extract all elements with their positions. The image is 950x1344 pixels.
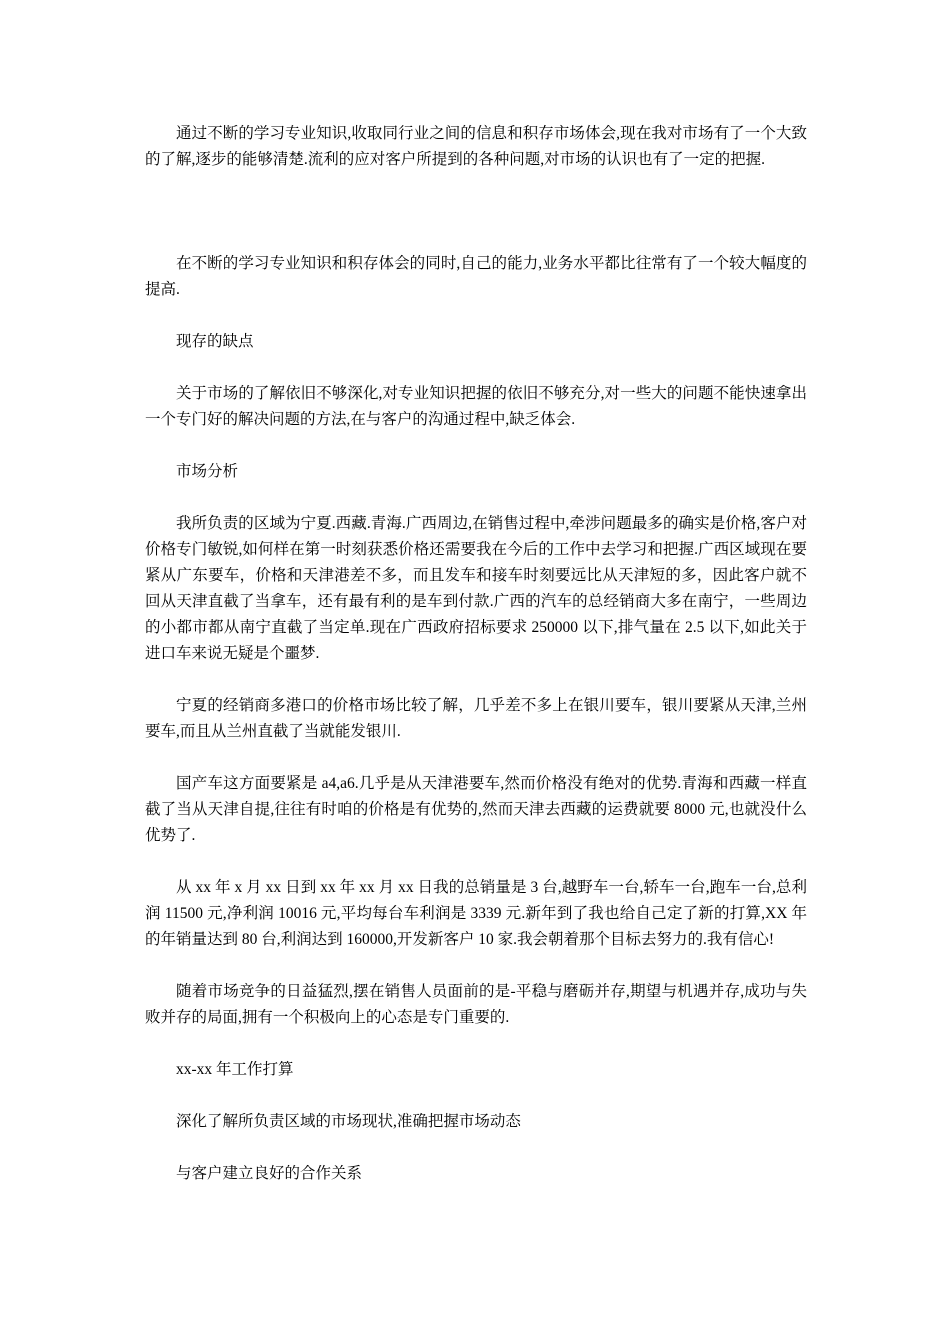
- paragraph-competition: 随着市场竞争的日益猛烈,摆在销售人员面前的是-平稳与磨砺并存,期望与机遇并存,成功与失败并存的局面,拥有一个积极向上的心态是专门重要的.: [145, 983, 807, 1026]
- paragraph-guangxi-region: 我所负责的区域为宁夏.西藏.青海.广西周边,在销售过程中,牵涉问题最多的确实是价格,客户对价格专门敏锐,如何样在第一时刻获悉价格还需要我在今后的工作中去学习和把握.广西区域现在要紧从广东要车，价格和天津港差不多，而且发车和接车时刻要远比从天津短的多，因此客户就不回从天津直截了当拿车，还有最有利的是车到付款.广西的汽车的总经销商大多在南宁，一些周边的小都市都从南宁直截了当定单.现在广西政府招标要求 250000 以下,排气量在 2.5 以下,如此关于进口车来说无疑是个噩梦.: [145, 515, 807, 662]
- paragraph-ningxia-region: 宁夏的经销商多港口的价格市场比较了解，几乎差不多上在银川要车，银川要紧从天津,兰州要车,而且从兰州直截了当就能发银川.: [145, 697, 807, 740]
- plan-item-customer-relations: 与客户建立良好的合作关系: [176, 1165, 363, 1182]
- paragraph-sales-summary: 从 xx 年 x 月 xx 日到 xx 年 xx 月 xx 日我的总销量是 3 台,越野车一台,轿车一台,跑车一台,总利润 11500 元,净利润 10016 元,平均每台车利润是 3339 元.新年到了我也给自己定了新的打算,XX 年的年销量达到 80 台,利润达到 160000,开发新客户 10 家.我会朝着那个目标去努力的.我有信心!: [145, 879, 807, 948]
- heading-market-analysis: 市场分析: [176, 463, 239, 480]
- paragraph-domestic-cars: 国产车这方面要紧是 a4,a6.几乎是从天津港要车,然而价格没有绝对的优势.青海和西藏一样直截了当从天津自提,往往有时咱的价格是有优势的,然而天津去西藏的运费就要 8000 元,也就没什么优势了.: [145, 775, 807, 844]
- paragraph-shortcomings: 关于市场的了解依旧不够深化,对专业知识把握的依旧不够充分,对一些大的问题不能快速拿出一个专门好的解决问题的方法,在与客户的沟通过程中,缺乏体会.: [145, 385, 807, 428]
- document-page: [145, 121, 807, 1187]
- plan-item-market-status: 深化了解所负责区域的市场现状,准确把握市场动态: [176, 1113, 521, 1130]
- heading-work-plan: xx-xx 年工作打算: [176, 1061, 294, 1078]
- heading-shortcomings: 现存的缺点: [176, 333, 254, 350]
- paragraph-market-understanding: 通过不断的学习专业知识,收取同行业之间的信息和积存市场体会,现在我对市场有了一个大致的了解,逐步的能够清楚.流利的应对客户所提到的各种问题,对市场的认识也有了一定的把握.: [145, 125, 807, 168]
- paragraph-ability-improvement: 在不断的学习专业知识和积存体会的同时,自己的能力,业务水平都比往常有了一个较大幅度的提高.: [145, 255, 807, 298]
